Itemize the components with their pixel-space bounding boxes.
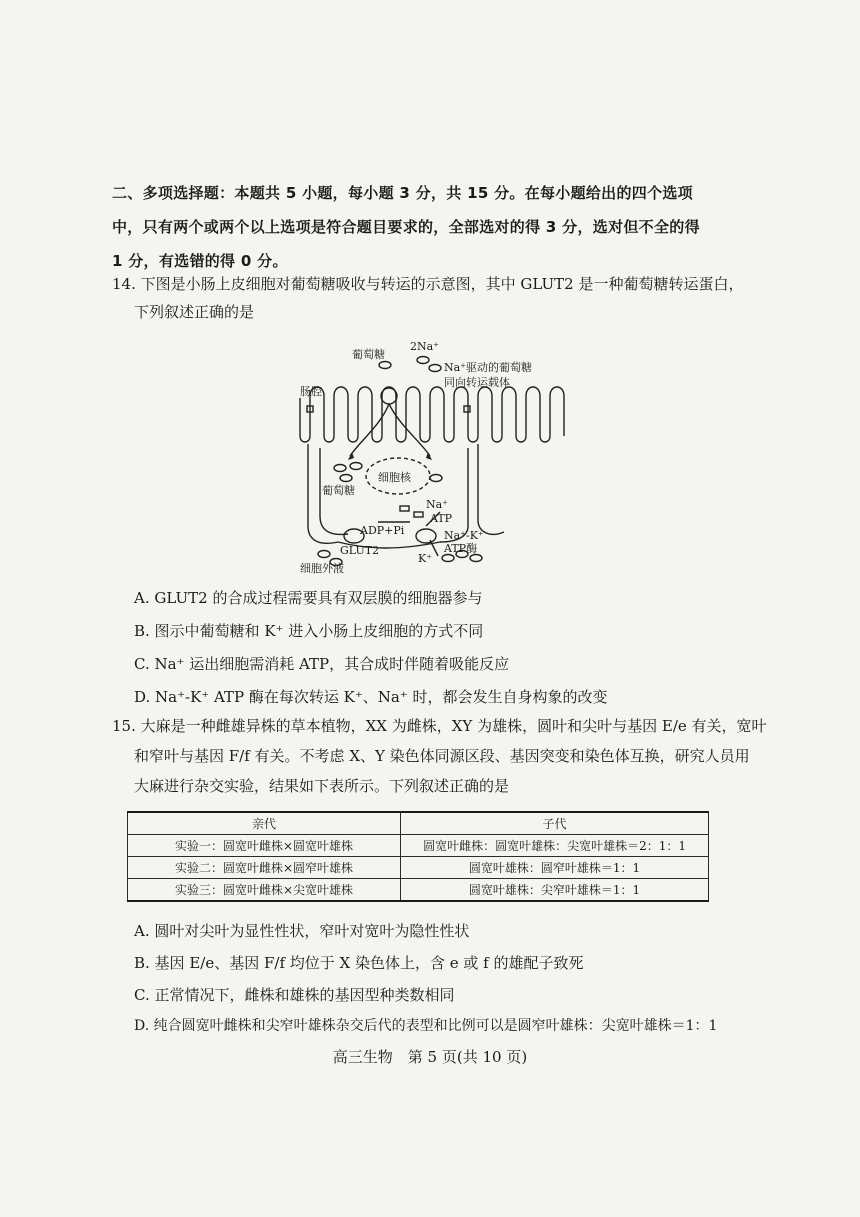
table-row bbox=[128, 857, 709, 879]
table-cell: 实验三：圆宽叶雌株×尖宽叶雄株 bbox=[128, 879, 401, 902]
k-label: K⁺ bbox=[418, 552, 433, 565]
table-header-offspring: 子代 bbox=[401, 812, 709, 835]
nucleus-label: 细胞核 bbox=[378, 471, 411, 484]
table-cell: 实验一：圆宽叶雌株×圆宽叶雄株 bbox=[128, 835, 401, 857]
q14-option-a: A. GLUT2 的合成过程需要具有双层膜的细胞器参与 bbox=[134, 589, 483, 607]
two-na-label: 2Na⁺ bbox=[410, 340, 439, 353]
table-cell: 圆宽叶雄株：圆窄叶雄株＝1：1 bbox=[401, 857, 709, 879]
table-cell: 圆宽叶雌株：圆宽叶雄株：尖宽叶雄株＝2：1：1 bbox=[401, 835, 709, 857]
cross-results-table bbox=[127, 811, 709, 902]
carrier-label-2: 同向转运载体 bbox=[444, 376, 510, 389]
table-cell: 实验二：圆宽叶雌株×圆窄叶雄株 bbox=[128, 857, 401, 879]
glucose-top-label: 葡萄糖 bbox=[352, 348, 385, 361]
glut2-label: GLUT2 bbox=[340, 544, 380, 557]
q15-option-a: A. 圆叶对尖叶为显性性状，窄叶对宽叶为隐性性状 bbox=[134, 922, 470, 940]
q14-stem-line1: 14. 下图是小肠上皮细胞对葡萄糖吸收与转运的示意图，其中 GLUT2 是一种葡萄糖转运蛋白， bbox=[112, 275, 744, 293]
q15-option-d: D. 纯合圆宽叶雌株和尖窄叶雄株杂交后代的表型和比例可以是圆窄叶雄株：尖宽叶雄株＝1：1 bbox=[134, 1018, 718, 1034]
table-header-row bbox=[128, 812, 709, 835]
q15-option-c: C. 正常情况下，雌株和雄株的基因型种类数相同 bbox=[134, 986, 455, 1004]
q14-stem-line2: 下列叙述正确的是 bbox=[134, 303, 255, 321]
table-row bbox=[128, 879, 709, 902]
table-cell: 圆宽叶雄株：尖窄叶雄株＝1：1 bbox=[401, 879, 709, 902]
lumen-label: 肠腔 bbox=[300, 385, 322, 398]
q14-option-d: D. Na⁺-K⁺ ATP 酶在每次转运 K⁺、Na⁺ 时，都会发生自身构象的改变 bbox=[134, 688, 608, 706]
q15-stem-line2: 和窄叶与基因 F/f 有关。不考虑 X、Y 染色体同源区段、基因突变和染色体互换，研究人员用 bbox=[134, 747, 750, 765]
section-heading: 二、多项选择题：本题共 5 小题，每小题 3 分，共 15 分。在每小题给出的四个选项中，只有两个或两个以上选项是符合题目要求的，全部选对的得 3 分，选对但不全的得 1 分，有选错的得 0 分。 bbox=[112, 184, 700, 270]
glucose-transport-diagram bbox=[280, 336, 580, 576]
glucose-inside-label: 葡萄糖 bbox=[322, 484, 355, 497]
q14-option-c: C. Na⁺ 运出细胞需消耗 ATP，其合成时伴随着吸能反应 bbox=[134, 655, 510, 673]
adp-pi-label: ADP+Pi bbox=[360, 524, 405, 537]
table-row bbox=[128, 835, 709, 857]
na-k-label-2: ATP酶 bbox=[444, 542, 478, 555]
ecf-label: 细胞外液 bbox=[300, 562, 344, 575]
q15-option-b: B. 基因 E/e、基因 F/f 均位于 X 染色体上，含 e 或 f 的雄配子致死 bbox=[134, 954, 584, 972]
q15-stem-line3: 大麻进行杂交实验，结果如下表所示。下列叙述正确的是 bbox=[134, 777, 510, 795]
na-k-label-1: Na⁺-K⁺ bbox=[444, 529, 484, 542]
table-header-parent: 亲代 bbox=[128, 812, 401, 835]
page-footer: 高三生物 第 5 页(共 10 页) bbox=[332, 1048, 528, 1066]
na-label: Na⁺ bbox=[426, 498, 448, 511]
q14-option-b: B. 图示中葡萄糖和 K⁺ 进入小肠上皮细胞的方式不同 bbox=[134, 622, 484, 640]
q15-stem-line1: 15. 大麻是一种雌雄异株的草本植物，XX 为雌株，XY 为雄株，圆叶和尖叶与基因 E/e 有关，宽叶 bbox=[112, 717, 767, 735]
atp-label: ATP bbox=[430, 512, 453, 525]
carrier-label-1: Na⁺驱动的葡萄糖 bbox=[444, 361, 532, 374]
